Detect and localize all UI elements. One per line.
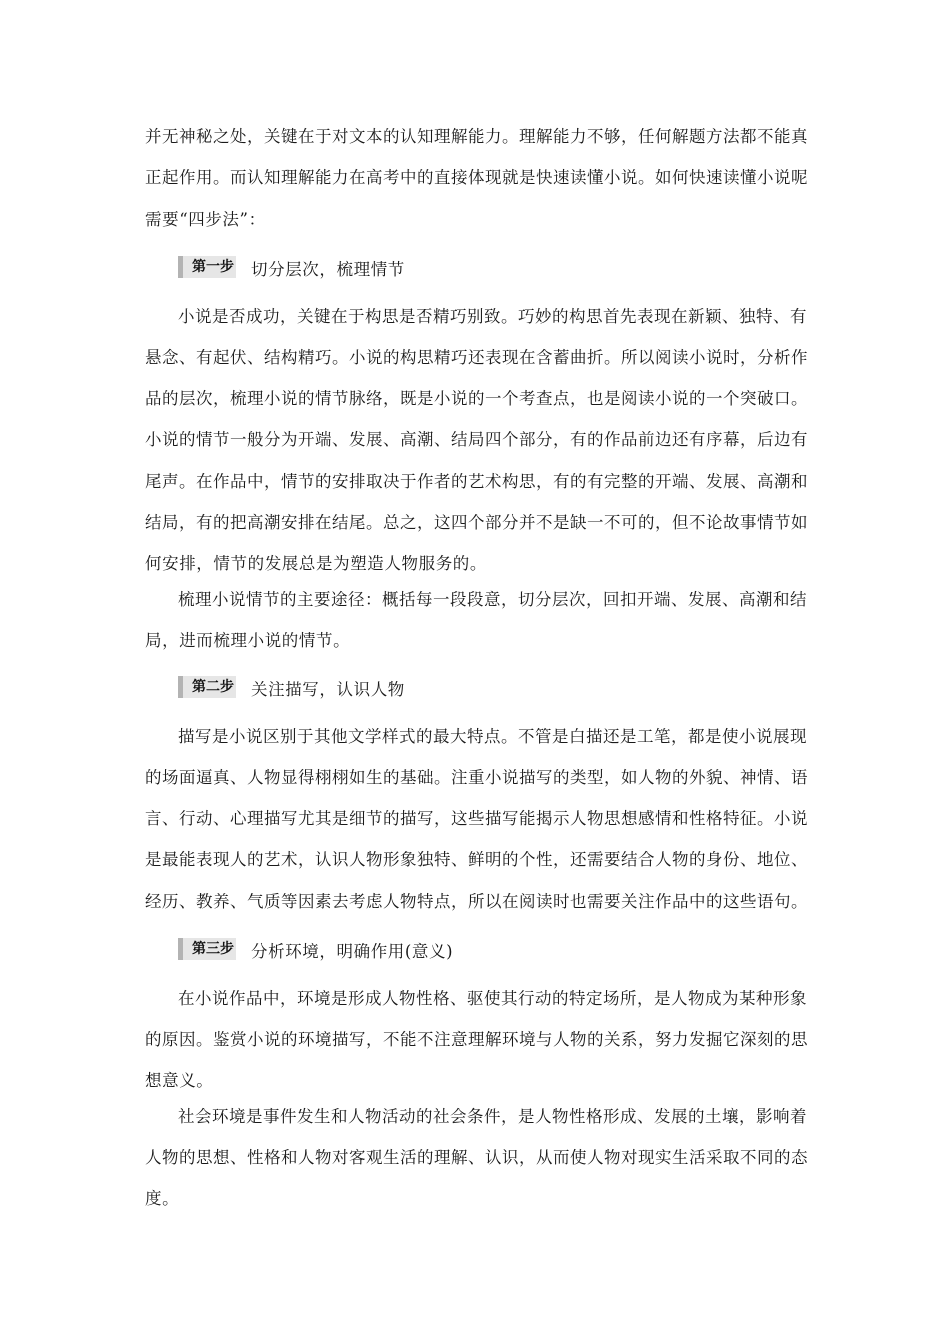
step-1-p2-line-2: 局，进而梳理小说的情节。 bbox=[145, 631, 351, 650]
step-1-badge-label: 第一步 bbox=[192, 259, 234, 275]
step-2-badge bbox=[178, 676, 236, 698]
step-1-p1-line-5: 尾声。在作品中，情节的安排取决于作者的艺术构思，有的有完整的开端、发展、高潮和 bbox=[145, 472, 808, 491]
step-3-p2-line-3: 度。 bbox=[145, 1189, 180, 1208]
step-2-p1-line-2: 的场面逼真、人物显得栩栩如生的基础。注重小说描写的类型，如人物的外貌、神情、语 bbox=[145, 768, 808, 787]
intro-line-2: 正起作用。而认知理解能力在高考中的直接体现就是快速读懂小说。如何快速读懂小说呢 bbox=[145, 168, 808, 187]
step-1-p1-line-2: 悬念、有起伏、结构精巧。小说的构思精巧还表现在含蓄曲折。所以阅读小说时，分析作 bbox=[145, 348, 808, 367]
step-3-p1-line-2: 的原因。鉴赏小说的环境描写，不能不注意理解环境与人物的关系，努力发掘它深刻的思 bbox=[145, 1030, 808, 1049]
step-3-badge bbox=[178, 938, 236, 960]
step-3-p1-line-1: 在小说作品中，环境是形成人物性格、驱使其行动的特定场所，是人物成为某种形象 bbox=[178, 989, 807, 1008]
step-1-p1-line-1: 小说是否成功，关键在于构思是否精巧别致。巧妙的构思首先表现在新颖、独特、有 bbox=[178, 307, 807, 326]
intro-line-3: 需要“四步法”： bbox=[145, 210, 266, 229]
step-2-badge-label: 第二步 bbox=[192, 679, 234, 695]
step-1-title: 切分层次，梳理情节 bbox=[251, 260, 405, 279]
step-3-title: 分析环境，明确作用(意义) bbox=[251, 942, 454, 961]
step-3-badge-label: 第三步 bbox=[192, 941, 234, 957]
step-3-p2-line-1: 社会环境是事件发生和人物活动的社会条件，是人物性格形成、发展的土壤，影响着 bbox=[178, 1107, 807, 1126]
step-2-p1-line-4: 是最能表现人的艺术，认识人物形象独特、鲜明的个性，还需要结合人物的身份、地位、 bbox=[145, 850, 808, 869]
step-1-p1-line-3: 品的层次，梳理小说的情节脉络，既是小说的一个考查点，也是阅读小说的一个突破口。 bbox=[145, 389, 808, 408]
step-1-p1-line-7: 何安排，情节的发展总是为塑造人物服务的。 bbox=[145, 554, 487, 573]
step-3-p1-line-3: 想意义。 bbox=[145, 1071, 214, 1090]
step-1-p1-line-6: 结局，有的把高潮安排在结尾。总之，这四个部分并不是缺一不可的，但不论故事情节如 bbox=[145, 513, 808, 532]
step-2-p1-line-1: 描写是小说区别于其他文学样式的最大特点。不管是白描还是工笔，都是使小说展现 bbox=[178, 727, 807, 746]
step-3-p2-line-2: 人物的思想、性格和人物对客观生活的理解、认识，从而使人物对现实生活采取不同的态 bbox=[145, 1148, 808, 1167]
step-2-title: 关注描写，认识人物 bbox=[251, 680, 405, 699]
intro-line-1: 并无神秘之处，关键在于对文本的认知理解能力。理解能力不够，任何解题方法都不能真 bbox=[145, 127, 808, 146]
step-1-p2-line-1: 梳理小说情节的主要途径：概括每一段段意，切分层次，回扣开端、发展、高潮和结 bbox=[178, 590, 807, 609]
step-2-p1-line-5: 经历、教养、气质等因素去考虑人物特点，所以在阅读时也需要关注作品中的这些语句。 bbox=[145, 892, 808, 911]
step-1-badge bbox=[178, 256, 236, 278]
step-1-p1-line-4: 小说的情节一般分为开端、发展、高潮、结局四个部分，有的作品前边还有序幕，后边有 bbox=[145, 430, 808, 449]
step-2-p1-line-3: 言、行动、心理描写尤其是细节的描写，这些描写能揭示人物思想感情和性格特征。小说 bbox=[145, 809, 808, 828]
